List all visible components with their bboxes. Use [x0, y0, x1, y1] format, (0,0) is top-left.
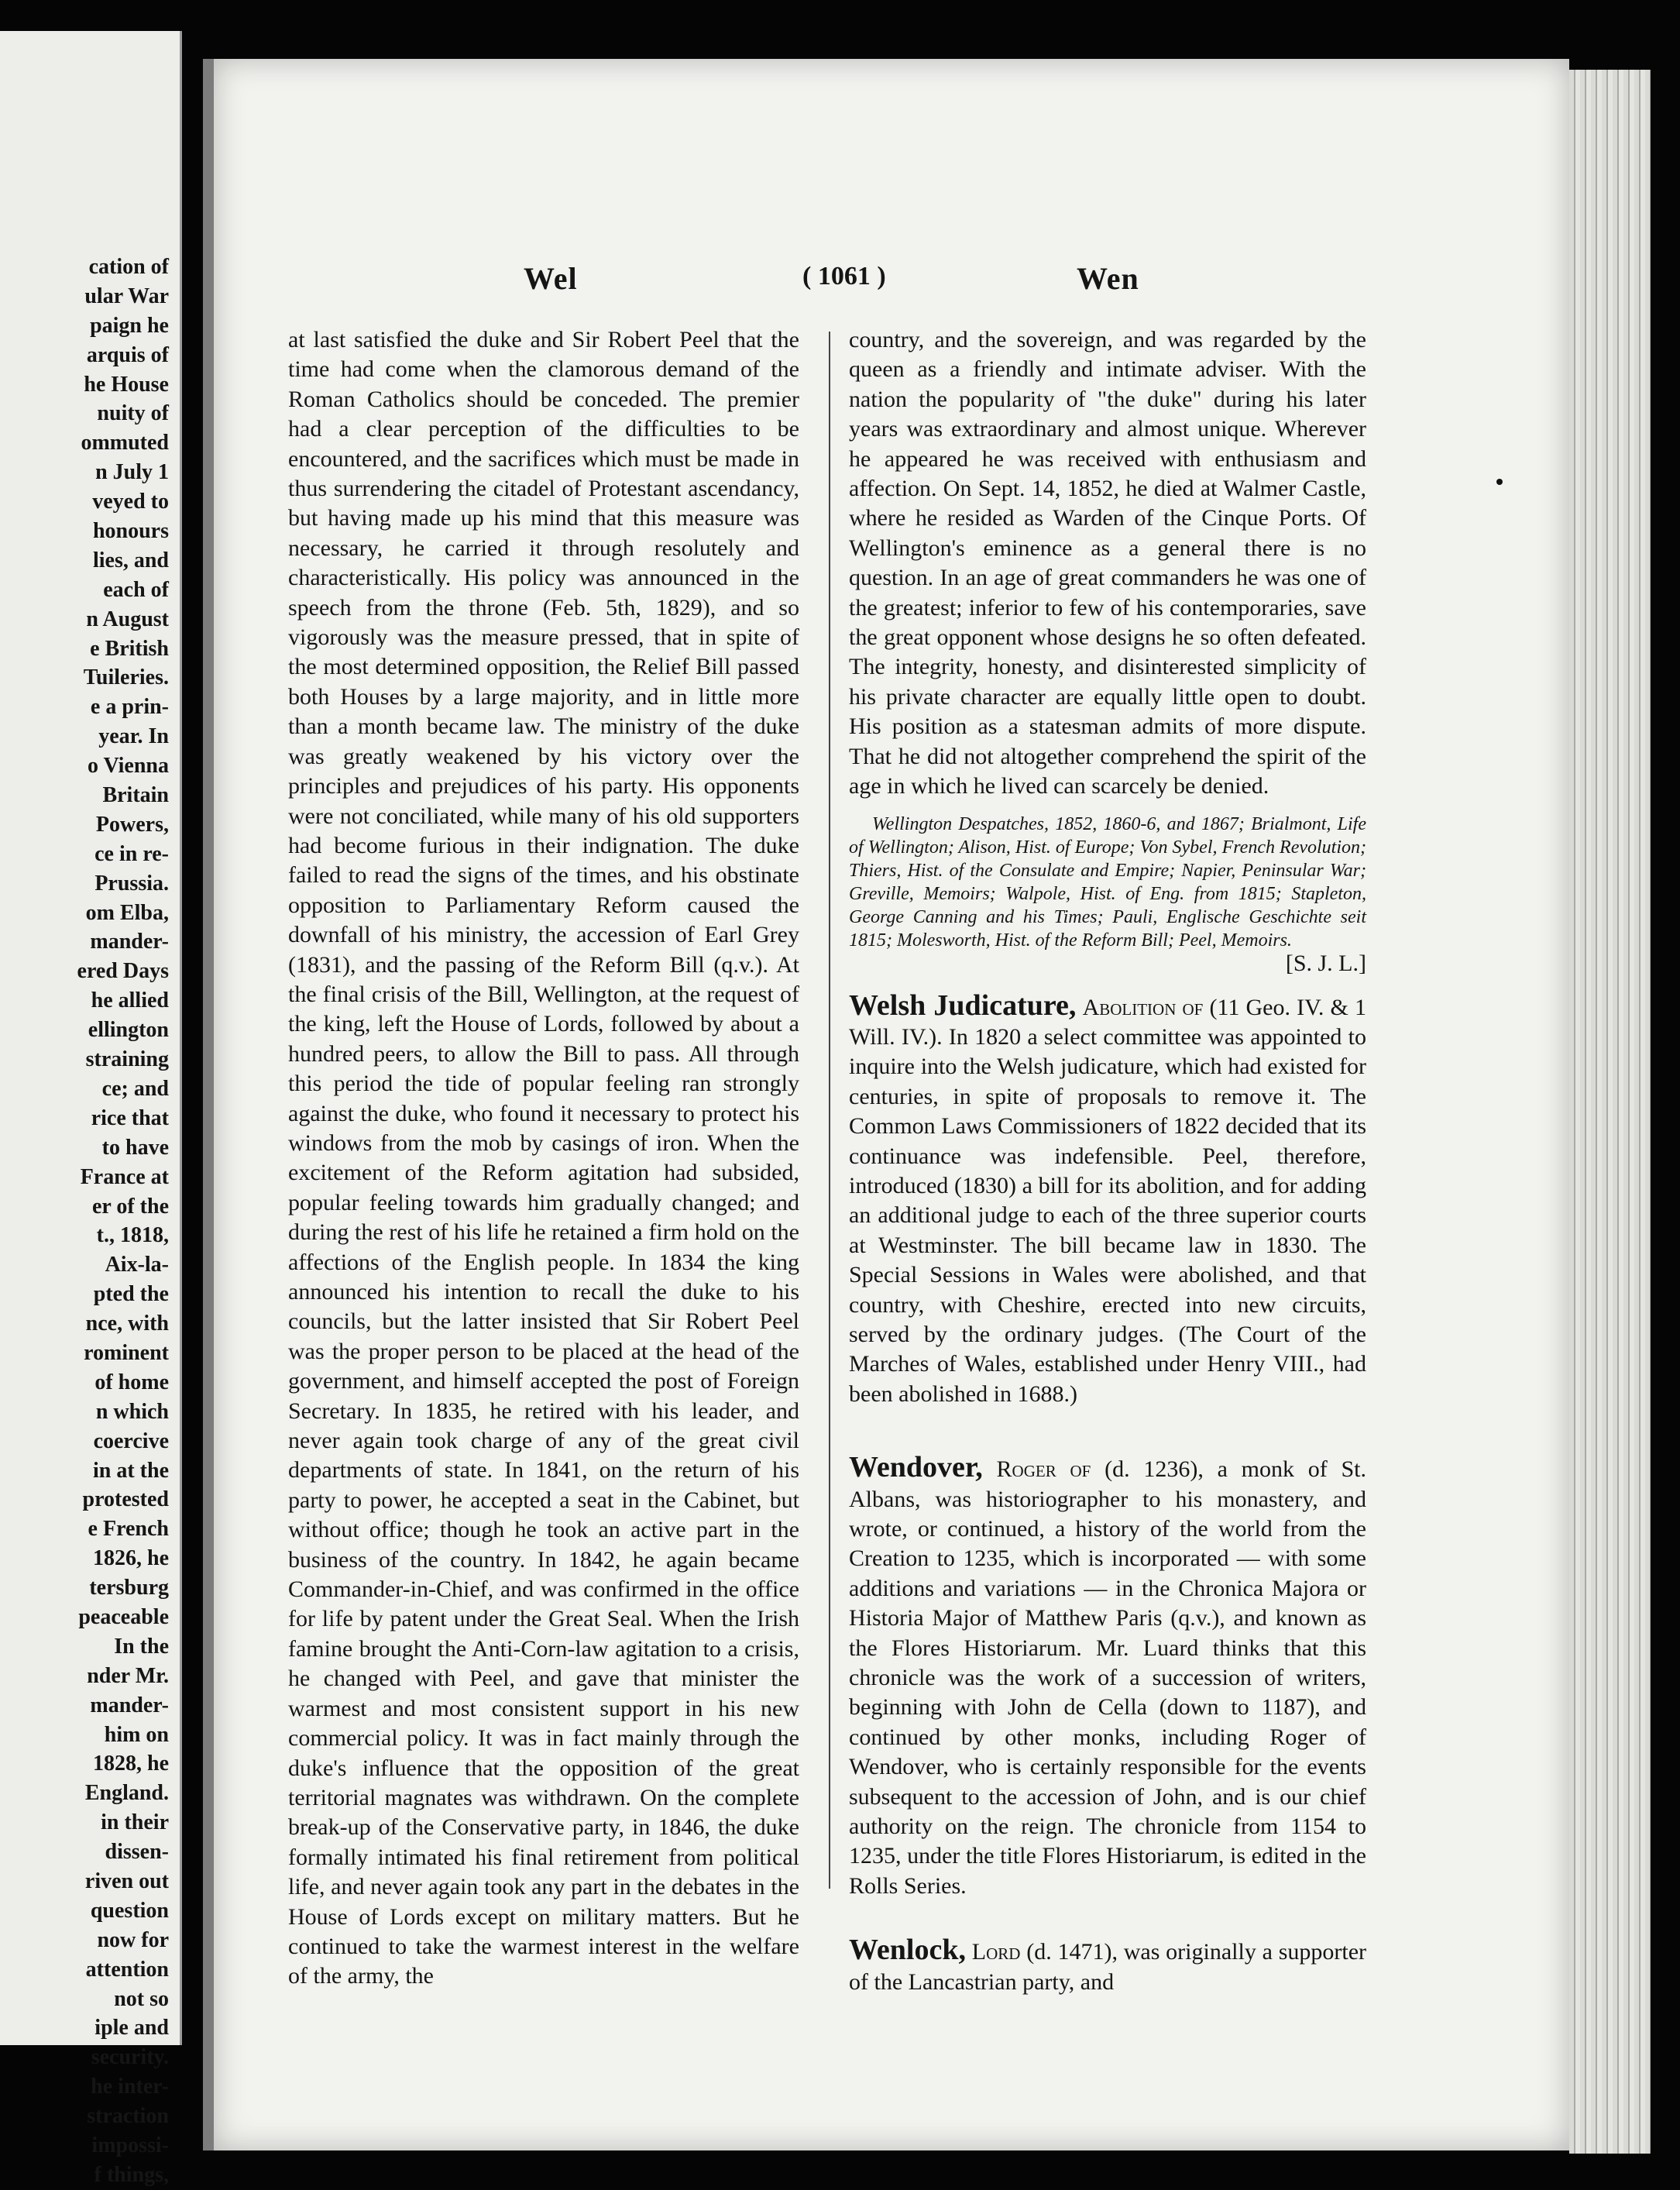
left-column-text: at last satisfied the duke and Sir Robert Peel that the time had come when the clamorous demand of the Roman Catholics should be conceded. The premier had a clear perception of the difficulties to be encountered, and the sacrifices which must be made in thus surrendering the citadel of Protestant ascendancy, but having made up his mind that this measure was necessary, he carried it through resolutely and characteristically. His policy was announced in the speech from the throne (Feb. 5th, 1829), and so vigorously was the measure pressed, that in spite of the most determined opposition, the Relief Bill passed both Houses by a large majority, and in little more than a month became law. The ministry of the duke was greatly weakened by his victory over the principles and prejudices of his party. His opponents were not conciliated, while many of his old supporters had become furious in their indignation. The duke failed to read the signs of the times, and his obstinate opposition to Parliamentary Reform caused the downfall of his ministry, the accession of Earl Grey (1831), and the passing of the Reform Bill (q.v.). At the final crisis of the Bill, Wellington, at the request of the king, left the House of Lords, followed by about a hundred peers, to allow the Bill to pass. All through this period the tide of popular feeling ran strongly against the duke, who found it necessary to protect his windows from the mob by casings of iron. When the excitement of the Reform agitation had subsided, popular feeling towards him gradually changed; and during the rest of his life he retained a firm hold on the affections of the English people. In 1834 the king announced his intention to recall the duke to his councils, but the latter insisted that Sir Robert Peel was the proper person to be placed at the head of the government, and himself accepted the post of Foreign Secretary. In 1835, he retired with his leader, and never again took charge of any of the great civil departments of state. In 1841, on the return of his party to power, he accepted a seat in the Cabinet, but without office; though he took an active part in the business of the country. In 1842, he again became Commander-in-Chief, and was confirmed in the office for life by patent under the Great Seal. When the Irish famine brought the Anti-Corn-law agitation to a crisis, he changed with Peel, and gave that minister the warmest and most consistent support in his new commercial policy. It was in fact mainly through the duke's influence that the opposition of the great territorial magnates was withdrawn. On the complete break-up of the Conservative party, in 1846, the duke formally intimated his final retirement from political life, and never again took any part in the debates in the House of Lords except on military matters. But he continued to take the warmest interest in the welfare of the army, the — [288, 327, 799, 1989]
entry-wendover — [849, 1453, 1366, 1901]
left-page-fragment: year. In — [98, 724, 169, 749]
continuation-text: country, and the sovereign, and was regarded by the queen as a friendly and intimate adviser. With the nation the popularity of "the duke" during his later years was extraordinary and almost unique. Wherever he appeared he was received with enthusiasm and affection. On Sept. 14, 1852, he died at Walmer Castle, where he resided as Warden of the Cinque Ports. Of Wellington's eminence as a general there is no question. In an age of great commanders he was one of the greatest; inferior to few of his contemporaries, save the great opponent whose designs he so often defeated. The integrity, honesty, and disinterested simplicity of his private character are equally little open to doubt. His position as a statesman admits of more dispute. That he did not altogether comprehend the spirit of the age in which he lived can scarcely be denied. — [849, 327, 1366, 799]
left-page-fragment: veyed to — [92, 490, 169, 514]
left-page-fragment: honours — [92, 519, 169, 544]
left-page-fragment: not so — [114, 1986, 169, 2011]
left-page-fragment: England. — [84, 1781, 169, 1806]
entry-subhead: Abolition of — [1082, 994, 1204, 1020]
left-page-fragment: him on — [104, 1722, 169, 1747]
left-page-fragment: iple and — [94, 2016, 169, 2040]
entry-body: (11 Geo. IV. & 1 Will. IV.). In 1820 a select committee was appointed to inquire into the Welsh judicature, which had existed for centuries, in spite of proposals to remove it. The Common Laws Commissioners of 1822 decided that its continuance was indefensible. Peel, therefore, introduced (1830) a bill for its abolition, and for adding an additional judge to each of the three superior courts at Westminster. The bill became law in 1830. The Special Sessions in Wales were abolished, and that country, with Cheshire, erected into new circuits, served by the ordinary judges. (The Court of the Marches of Wales, established under Henry VIII., had been abolished in 1688.) — [849, 994, 1367, 1407]
left-page-line-fragments — [0, 253, 169, 2190]
entry-subhead: Roger of — [996, 1456, 1091, 1483]
entry-wenlock — [849, 1935, 1366, 1997]
left-page-fragment: lies, and — [92, 548, 169, 572]
left-page-fragment: e British — [90, 636, 169, 661]
left-page-fragment: he House — [84, 372, 169, 397]
left-page-fragment: rice that — [91, 1105, 169, 1130]
left-page-fragment: ellington — [88, 1018, 169, 1043]
left-page-fragment: f things, — [94, 2162, 169, 2187]
entry-headword: Wendover, — [849, 1451, 983, 1484]
left-page-fragment: n which — [95, 1399, 169, 1424]
left-page-fragment: n July 1 — [95, 460, 169, 485]
left-page-fragment: rominent — [84, 1340, 169, 1365]
left-page-fragment: t., 1818, — [96, 1223, 169, 1248]
right-column — [849, 325, 1366, 1997]
entry-body: (d. 1471), was originally a supporter of the Lancastrian party, and — [849, 1939, 1367, 1995]
entry-headword: Wenlock, — [849, 1934, 966, 1967]
right-guide-word: Wen — [1077, 261, 1139, 296]
left-page-fragment: now for — [97, 1927, 169, 1952]
left-page-fragment: in at the — [93, 1458, 169, 1483]
left-page-fragment: Tuileries. — [83, 665, 169, 690]
left-page-fragment: he allied — [91, 988, 169, 1013]
left-page-fragment: security. — [91, 2045, 169, 2070]
left-page-fragment: ommuted — [81, 431, 169, 456]
author-signature: [S. J. L.] — [1285, 950, 1366, 976]
left-page-fragment: er of the — [92, 1194, 169, 1219]
left-page-fragment: tersburg — [89, 1576, 169, 1600]
left-page-fragment: in their — [101, 1810, 169, 1835]
left-page-fragment: e a prin- — [90, 695, 169, 720]
left-page-fragment: nce, with — [85, 1312, 169, 1336]
ink-spot — [1496, 479, 1503, 485]
left-page-fragment: In the — [114, 1634, 169, 1659]
entry-welsh-judicature — [849, 988, 1367, 1410]
left-page-fragment: Powers, — [95, 812, 169, 837]
left-page-fragment: protested — [82, 1487, 169, 1512]
bibliography — [849, 813, 1366, 975]
left-page-fragment: Prussia. — [94, 871, 169, 896]
left-page-fragment: n August — [86, 607, 169, 631]
entry-subhead: Lord — [971, 1939, 1021, 1965]
left-page-fragment: Britain — [102, 783, 169, 808]
left-page-fragment: coercive — [93, 1428, 169, 1453]
right-page — [214, 59, 1569, 2150]
left-page-fragment: mander- — [90, 1693, 169, 1717]
left-page-fragment: he inter- — [91, 2075, 169, 2099]
left-page-fragment: ce; and — [101, 1076, 169, 1101]
entry-headword: Welsh Judicature, — [849, 988, 1077, 1022]
left-page-fragment: of home — [94, 1370, 169, 1394]
left-column — [288, 325, 799, 1992]
running-header — [214, 260, 1569, 307]
left-page-fragment: arquis of — [86, 342, 169, 367]
left-page-fragment: to have — [101, 1135, 169, 1160]
bibliography-text: Wellington Despatches, 1852, 1860-6, and 1867; Brialmont, Life of Wellington; Alison, Hist. of Europe; Von Sybel, French Revolution; Thiers, Hist. of the Consulate and Empire; Napier, Peninsular War; Greville, Memoirs; Walpole, Hist. of Eng. from 1815; Stapleton, George Canning and his Times; Pauli, Englische Geschichte seit 1815; Molesworth, Hist. of the Reform Bill; Peel, Memoirs. — [849, 813, 1366, 951]
left-page-fragment: 1828, he — [93, 1752, 169, 1776]
left-page-fragment: each of — [103, 577, 169, 602]
column-divider — [829, 332, 830, 1889]
left-page-fragment: nuity of — [97, 401, 169, 426]
left-page-fragment: nder Mr. — [87, 1663, 169, 1688]
left-page-fragment: question — [90, 1898, 169, 1923]
left-page-fragment: peaceable — [78, 1604, 169, 1629]
left-page-fragment: attention — [85, 1957, 169, 1982]
left-page-fragment: riven out — [84, 1869, 169, 1893]
left-page-fragment: ular War — [84, 284, 169, 308]
left-page-fragment: France at — [80, 1164, 169, 1189]
left-page-fragment: ered Days — [77, 959, 169, 984]
left-page-fragment: Aix-la- — [105, 1253, 169, 1277]
left-guide-word: Wel — [524, 261, 578, 296]
left-page-fragment: e French — [88, 1517, 169, 1542]
left-page-fragment: straining — [85, 1047, 169, 1072]
left-page-fragment: mander- — [90, 930, 169, 954]
left-page-fragment: o Vienna — [87, 754, 169, 779]
left-page-fragment: impossi- — [91, 2133, 169, 2157]
left-page-fragment: cation of — [88, 255, 169, 279]
left-page-fragment: straction — [87, 2104, 169, 2129]
page-edges — [1569, 70, 1651, 2154]
left-page-fragment: dissen- — [105, 1840, 169, 1865]
left-page-fragment: 1826, he — [93, 1546, 169, 1571]
left-page-fragment: ce in re- — [94, 841, 169, 866]
left-page-fragment: paign he — [90, 313, 169, 338]
entry-body: (d. 1236), a monk of St. Albans, was historiographer to his monastery, and wrote, or continued, a history of the world from the Creation to 1235, which is incorporated — with some additions and variations — in the Chronica Majora or Historia Major of Matthew Paris (q.v.), and known as the Flores Historiarum. Mr. Luard thinks that this chronicle was the work of a succession of writers, beginning with John de Cella (down to 1187), and continued by other monks, including Roger of Wendover, who is certainly responsible for the events subsequent to the accession of John, and is our chief authority on the reign. The chronicle from 1154 to 1235, under the title Flores Historiarum, is edited in the Rolls Series. — [849, 1456, 1367, 1899]
left-page-fragment: pted the — [93, 1282, 169, 1307]
left-page — [0, 31, 182, 2187]
page-number: ( 1061 ) — [802, 262, 886, 291]
left-page-fragment: om Elba, — [85, 900, 169, 925]
